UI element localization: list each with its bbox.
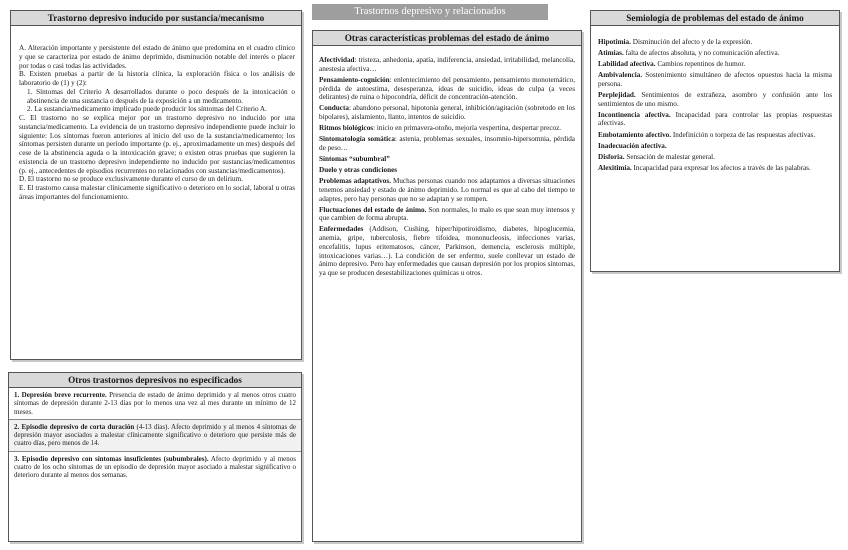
item-term: Perplejidad. [598,90,636,99]
item-text: Incapacidad para expresar los afectos a través de las palabras. [631,163,811,172]
semiology-text [591,26,839,172]
criterion-b1: 1. Síntomas del Criterio A desarrollados durante o poco después de la intoxicación o abstinencia de una sustancia o después de la exposición a un medicamento. [27,87,295,105]
semiology-title: Semiología de problemas del estado de ánimo [591,11,839,26]
item-text: (Addison, Cushing, hiper/hipotiroidismo, diabetes, hipoglucemia, anemia, gripe, tuberculosis, fiebre tifoidea, mononucleosis, infecciones varias, encefalitis, lupus eritematosos, cáncer, Parkinson, demencia, esclerosis múltiple, intoxicaciones varias…). La condición de ser enfermo, suele conllevar un estado de ánimo depresivo. Pero hay enfermedades que causan depresión por los propios síntomas, ya que se producen desestabilizaciones químicas u otros. [319,225,575,278]
item-text: : astenia, problemas sexuales, insomnio-hipersomnia, pérdida de peso… [319,135,575,152]
substance-induced-box [10,10,302,360]
item-term: Enfermedades [319,225,364,234]
list-item [598,60,832,69]
other-features-box [312,30,582,542]
criterion-b2: 2. La sustancia/medicamento implicado puede producir los síntomas del Criterio A. [27,105,267,114]
item-term: Disforia. [598,152,625,161]
item-term: Pensamiento-cognición [319,75,390,84]
item-term: Embotamiento afectivo. [598,130,672,139]
item-text: Muchas personas cuando nos adaptamos a diversas situaciones tenemos ansiedad y estado de ánimo deprimido. Lo normal es que al cabo del tiempo te adaptes, pero hay personas que no se adaptan y se rompen. [319,177,575,203]
unspecified-depressive-title: Otros trastornos depresivos no especificados [9,373,301,388]
center-title-banner: Trastornos depresivo y relacionados [312,4,548,20]
item-term: Ambivalencia. [598,71,643,80]
item-term: Sintomatología somática [319,135,395,144]
list-item [598,164,832,173]
item-text: : enlentecimiento del pensamiento, pensamiento monotemático, pérdida de autoestima, desesperanza, ideas de suicidio, ideas de culpa (a veces delirantes) de ruina o hipocondría, déficit de concentración-atención. [319,75,575,102]
item-term: Ritmos biológicos [319,124,374,133]
list-item [598,91,832,109]
item-text: : tristeza, anhedonia, apatía, indiferencia, ansiedad, irritabilidad, melancolía, anestesia afectiva… [319,56,575,73]
item-text: Sentimientos de extrañeza, asombro y confusión ante los sentimientos de uno mismo. [598,90,832,108]
criterion-c: C. El trastorno no se explica mejor por un trastorno depresivo no inducido por una sustancia/medicamento. La evidencia de un trastorno depresivo independiente puede incluir lo siguiente: Los síntomas fueron anteriores al inicio del uso de la sustancia/medicamento; los síntomas persisten durante un período importante (p. ej., aproximadamente un mes) después del cese de la abstinencia aguda o la intoxicación grave; o existen otras pruebas que sugieren la existencia de un trastorno depresivo independiente no inducido por sustancias/medicamentos (p. ej., antecedentes de episodios recurrentes no relacionados con sustancias/medicamentos). [19,114,295,175]
list-item [9,452,301,483]
item-term: Duelo y otras condiciones [319,166,398,175]
item-term: Labilidad afectiva. [598,60,656,69]
item-term: Problemas adaptativos. [319,177,391,186]
item-text: Sostenimiento simultáneo de afectos opuestos hacia la misma persona. [598,71,832,88]
list-item [598,111,832,129]
list-item [319,155,575,164]
item-text: : abandono personal, hipotonía general, inhibición/agitación (sobretodo en los bipolares), aislamiento, llanto, intentos de suicidio. [319,104,575,122]
list-item [598,153,832,162]
list-item [598,71,832,89]
list-item [319,166,575,175]
item-term: Alexitimia. [598,163,632,172]
item-term: Conducta [319,104,349,113]
list-item [319,135,575,153]
item-term: Afectividad [319,56,355,64]
item-text: Presencia de estado de ánimo deprimido y al menos otros cuatro síntomas de depresión durante 2-13 días por lo menos una vez al mes durante un mínimo de 12 meses. [14,391,296,416]
semiology-box [590,10,840,272]
item-term: 1. Depresión breve recurrente. [14,391,107,399]
criterion-e: E. El trastorno causa malestar clínicamente significativo o deterioro en lo social, laboral u otras áreas importantes del funcionamiento. [19,184,295,201]
list-item [598,131,832,140]
item-term: Hipotimia. [598,38,631,46]
item-text: (4-13 días). Afecto deprimido y al menos 4 síntomas de depresión mayor asociados a malestar clínicamente significativo o deterioro que persiste más de cuatro días, pero menos de 14. [14,422,296,448]
list-item [319,76,575,102]
item-text: : inicio en primavera-otoño, mejoría vespertina, despertar precoz. [373,124,562,133]
item-term: Atimias. [598,49,624,58]
list-item [9,388,301,420]
item-text: Sensación de malestar general. [624,152,715,161]
list-item [319,225,575,278]
item-term: 2. Episodio depresivo de corta duración [14,422,135,431]
criterion-a: A. Alteración importante y persistente del estado de ánimo que predomina en el cuadro clínico y que se caracteriza por estado de ánimo deprimido, disminución notable del interés o placer por todas o casi todas las actividades. [19,44,295,70]
list-item [319,56,575,74]
item-term: Síntomas “subumbral” [319,154,390,163]
item-term: Fluctuaciones del estado de ánimo. [319,205,427,214]
substance-induced-text [11,26,301,202]
list-item [319,177,575,203]
item-term: 3. Episodio depresivo con síntomas insuficientes (subumbrales). [14,454,209,463]
item-text: Cambios repentinos de humor. [655,60,746,69]
list-item [9,420,301,452]
item-text: Disminución del afecto y de la expresión. [630,38,753,46]
item-term: Inadecuación afectiva. [598,141,667,150]
item-text: Afecto deprimido y al menos cuatro de los ocho síntomas de un episodio de depresión mayor asociado a malestar significativo o deterioro durante al menos dos semanas. [14,454,296,480]
item-term: Incontinencia afectiva. [598,110,671,119]
list-item [319,104,575,122]
list-item [598,38,832,47]
item-text: Son normales, lo malo es que sean muy intensos y que cambien de forma abrupta. [319,205,576,223]
list-item [598,49,832,58]
list-item [598,142,832,151]
criterion-b: B. Existen pruebas a partir de la historia clínica, la exploración física o los análisis de laboratorio de (1) y (2): [19,70,295,87]
substance-induced-title: Trastorno depresivo inducido por sustancia/mecanismo [11,11,301,26]
item-text: Indefinición o torpeza de las respuestas afectivas. [671,130,816,139]
unspecified-depressive-box [8,372,302,542]
other-features-title: Otras características problemas del estado de ánimo [313,31,581,46]
other-features-text [313,46,581,278]
criterion-d: D. El trastorno no se produce exclusivamente durante el curso de un delirium. [19,175,243,184]
list-item [319,124,575,133]
item-text: falta de afectos absoluta, y no comunicación afectiva. [623,49,780,58]
list-item [319,206,575,224]
item-text: Incapacidad para controlar las propias respuestas afectivas. [598,110,832,128]
